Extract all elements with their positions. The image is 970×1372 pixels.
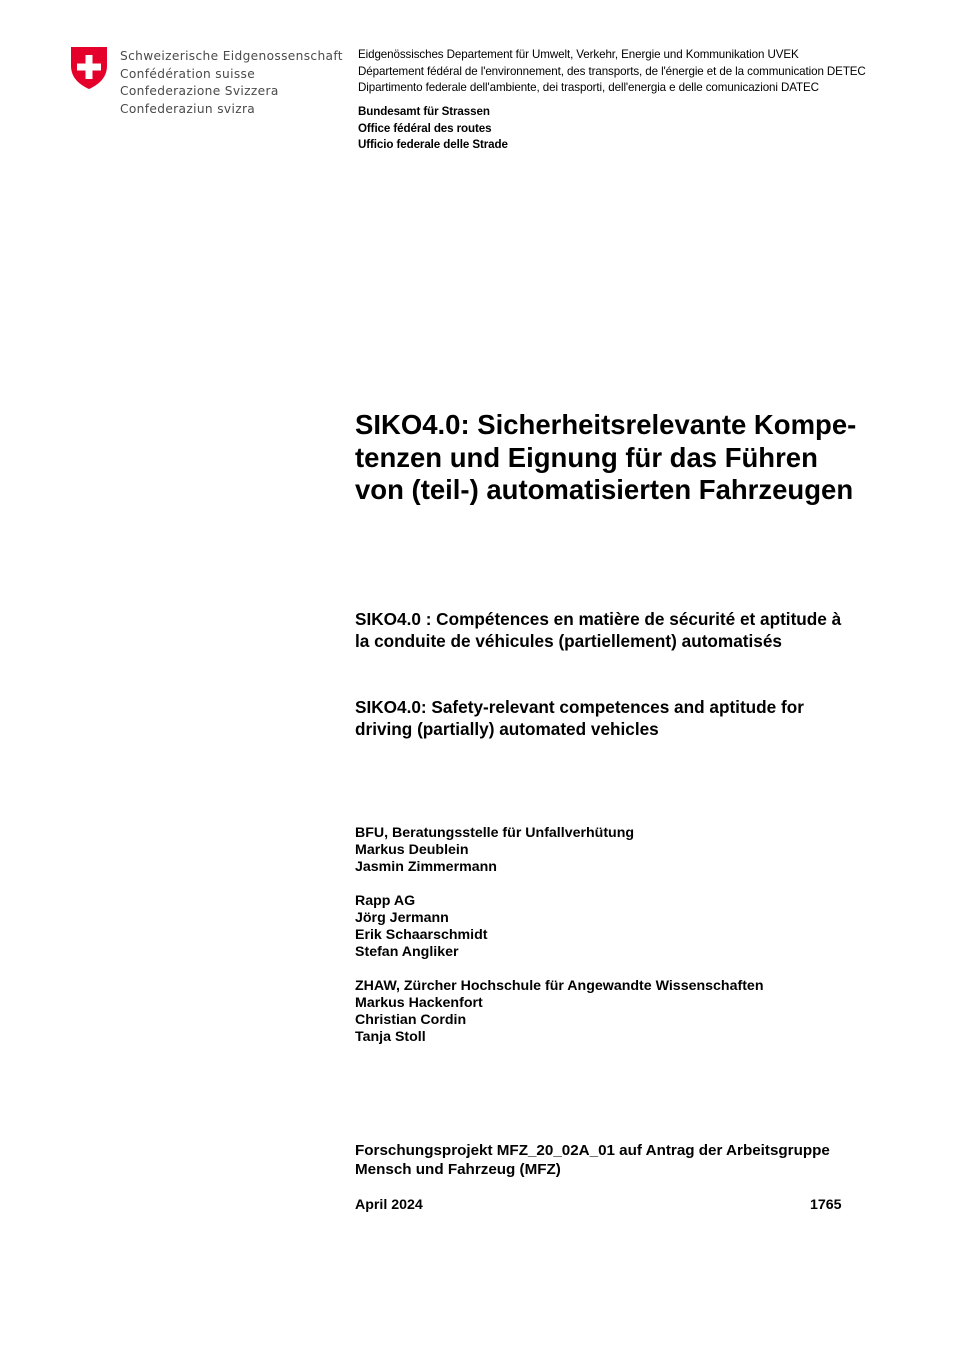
title-german-line: von (teil-) automatisierten Fahrzeugen bbox=[355, 474, 854, 505]
author-group-zhaw bbox=[355, 978, 915, 1046]
author-name: Erik Schaarschmidt bbox=[355, 927, 488, 943]
department-line-de: Eidgenössisches Departement für Umwelt, Verkehr, Energie und Kommunikation UVEK bbox=[358, 48, 799, 61]
author-name: Jasmin Zimmermann bbox=[355, 859, 497, 875]
office-line-fr: Office fédéral des routes bbox=[358, 121, 492, 135]
project-line: Mensch und Fahrzeug (MFZ) bbox=[355, 1161, 561, 1178]
confederation-name-fr: Confédération suisse bbox=[120, 66, 256, 81]
confederation-logo bbox=[70, 46, 350, 126]
author-name: Christian Cordin bbox=[355, 1012, 467, 1028]
confederation-name-rm: Confederaziun svizra bbox=[120, 101, 256, 116]
department-line-it: Dipartimento federale dell'ambiente, dei trasporti, dell'energia e delle comunicazioni DATEC bbox=[358, 81, 819, 94]
title-german-line: SIKO4.0: Sicherheitsrelevante Kompe- bbox=[355, 409, 857, 440]
author-name: Markus Deublein bbox=[355, 842, 469, 858]
department-block bbox=[358, 47, 866, 97]
confederation-names bbox=[120, 48, 343, 118]
author-group-rapp bbox=[355, 893, 915, 961]
author-name: Jörg Jermann bbox=[355, 910, 449, 926]
project-line: Forschungsprojekt MFZ_20_02A_01 auf Antrag der Arbeitsgruppe bbox=[355, 1142, 830, 1159]
office-line-de: Bundesamt für Strassen bbox=[358, 105, 490, 118]
author-name: Stefan Angliker bbox=[355, 944, 459, 960]
report-number: 1765 bbox=[810, 1197, 842, 1213]
organization-name: Rapp AG bbox=[355, 893, 416, 909]
department-line-fr: Département fédéral de l'environnement, des transports, de l'énergie et de la communication DETEC bbox=[358, 64, 866, 78]
office-block bbox=[358, 104, 508, 154]
confederation-name-it: Confederazione Svizzera bbox=[120, 84, 279, 98]
title-english bbox=[355, 697, 915, 740]
swiss-shield-icon bbox=[70, 46, 108, 90]
title-french-line: la conduite de véhicules (partiellement) automatisés bbox=[355, 630, 782, 651]
title-german-line: tenzen und Eignung für das Führen bbox=[355, 441, 818, 473]
author-list bbox=[355, 825, 915, 1063]
publication-date: April 2024 bbox=[355, 1197, 423, 1213]
author-name: Tanja Stoll bbox=[355, 1029, 426, 1045]
author-group-bfu bbox=[355, 825, 915, 876]
organization-name: ZHAW, Zürcher Hochschule für Angewandte Wissenschaften bbox=[355, 978, 764, 994]
organization-name: BFU, Beratungsstelle für Unfallverhütung bbox=[355, 825, 635, 841]
author-name: Markus Hackenfort bbox=[355, 995, 483, 1011]
title-english-line: driving (partially) automated vehicles bbox=[355, 718, 659, 739]
confederation-name-de: Schweizerische Eidgenossenschaft bbox=[120, 49, 343, 63]
title-german bbox=[355, 409, 915, 507]
title-french bbox=[355, 609, 915, 652]
office-line-it: Ufficio federale delle Strade bbox=[358, 138, 508, 151]
title-french-line: SIKO4.0 : Compétences en matière de sécurité et aptitude à bbox=[355, 609, 842, 629]
title-english-line: SIKO4.0: Safety-relevant competences and aptitude for bbox=[355, 697, 804, 717]
research-project bbox=[355, 1141, 915, 1179]
